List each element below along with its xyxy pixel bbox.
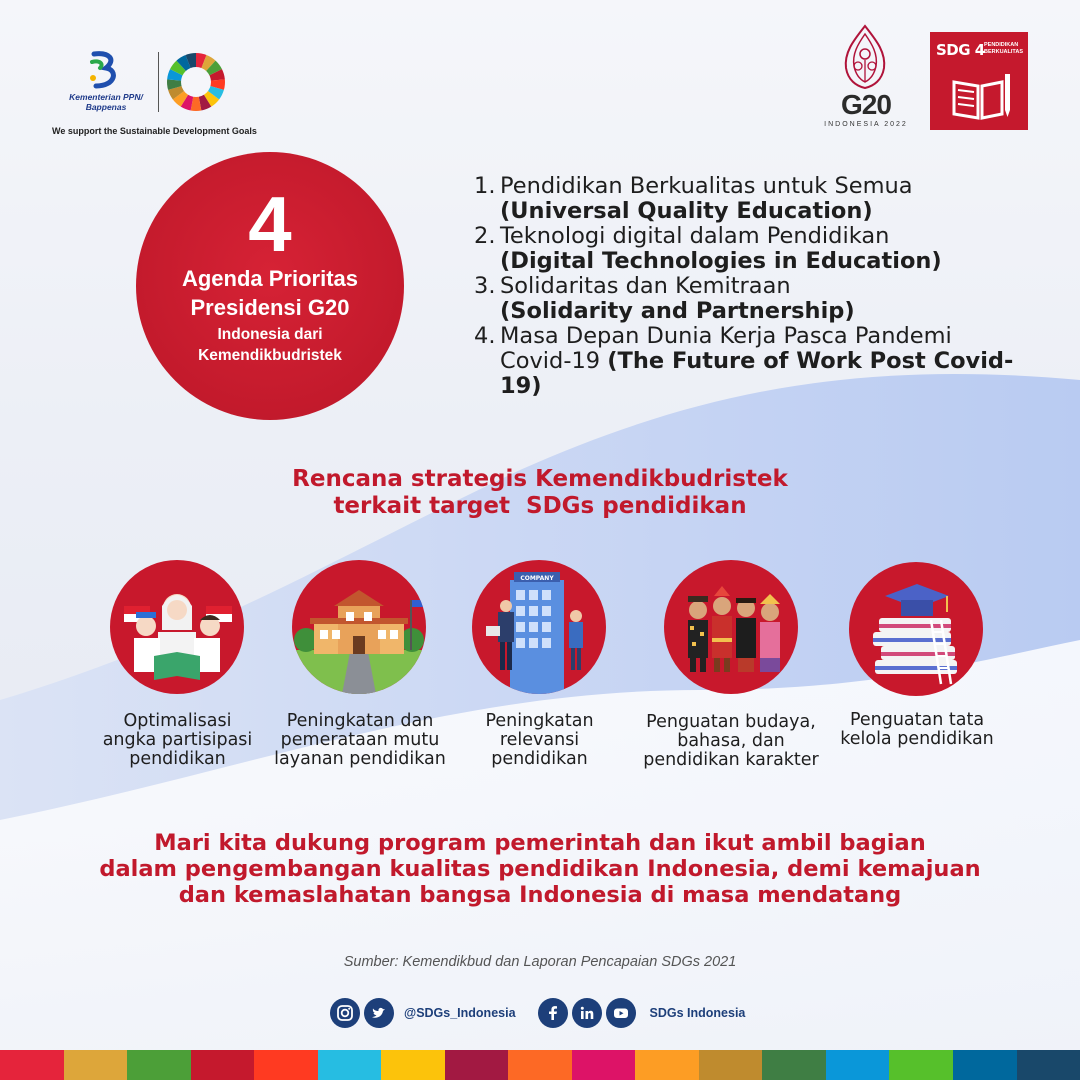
agenda-item — [474, 324, 1014, 399]
sdg-strip-segment — [254, 1050, 318, 1080]
g20-title: G20 — [841, 89, 891, 120]
strategy-title — [180, 466, 900, 520]
books-graduation-icon — [849, 562, 983, 696]
sdg-strip-segment — [318, 1050, 382, 1080]
agenda-item-text: Masa Depan Dunia Kerja Pasca Pandemi Covid-19 — [500, 323, 952, 374]
closing-line1: Mari kita dukung program pemerintah dan ikut ambil bagian — [154, 830, 926, 856]
sdg4-badge — [930, 32, 1028, 130]
sdg-strip-segment — [127, 1050, 191, 1080]
agenda-item-index: 3. — [474, 273, 496, 299]
agenda-item-index: 1. — [474, 173, 496, 199]
sdg-strip-segment — [826, 1050, 890, 1080]
sdg4-number: SDG 4 — [936, 41, 985, 59]
agenda-subtitle — [136, 324, 404, 366]
strategy-caption: Peningkatan relevansi pendidikan — [485, 711, 594, 769]
strategy-item-4 — [664, 560, 798, 694]
sdg-strip-segment — [699, 1050, 763, 1080]
social-handle[interactable]: @SDGs_Indonesia — [404, 1006, 516, 1020]
agenda-item-english: (Solidarity and Partnership) — [500, 298, 855, 324]
sdg-strip-segment — [508, 1050, 572, 1080]
ministry-name: Kementerian PPN/ Bappenas — [69, 92, 143, 112]
g20-subtitle: INDONESIA 2022 — [824, 121, 908, 128]
agenda-title-line1: Agenda Prioritas — [181, 266, 359, 291]
strategy-caption: Optimalisasi angka partisipasi pendidikan — [102, 711, 253, 769]
agenda-item-english: (The Future of Work Post Covid-19) — [500, 348, 1014, 399]
sdg-strip-segment — [191, 1050, 255, 1080]
strategy-item-3 — [472, 560, 606, 694]
agenda-item — [474, 174, 1014, 224]
strategy-title-line1: Rencana strategis Kemendikbudristek — [292, 466, 788, 492]
sdg-strip-segment — [572, 1050, 636, 1080]
company-sign: COMPANY — [520, 575, 554, 582]
school-building-icon — [292, 560, 426, 694]
g20-gunungan-icon — [838, 24, 892, 90]
bappenas-logo — [60, 48, 152, 114]
sdg4-label: PENDIDIKAN BERKUALITAS — [984, 42, 1024, 55]
sdg-strip-segment — [762, 1050, 826, 1080]
closing-line2: dalam pengembangan kualitas pendidikan Indonesia, demi kemajuan — [99, 856, 981, 882]
closing-line3: dan kemaslahatan bangsa Indonesia di masa mendatang — [178, 882, 902, 908]
agenda-title-line2: Presidensi G20 — [190, 295, 350, 320]
sdg-strip-segment — [1017, 1050, 1080, 1080]
agenda-item-index: 4. — [474, 323, 496, 349]
source-note: Sumber: Kemendikbud dan Laporan Pencapaian SDGs 2021 — [343, 954, 737, 970]
sdg-strip-segment — [953, 1050, 1017, 1080]
agenda-item-text: Solidaritas dan Kemitraan — [500, 273, 791, 299]
strategy-item-2 — [292, 560, 426, 694]
social-page-name[interactable]: SDGs Indonesia — [649, 1006, 746, 1020]
traditional-culture-icon — [664, 560, 798, 694]
strategy-caption: Penguatan budaya, bahasa, dan pendidikan karakter — [643, 712, 819, 770]
facebook-icon[interactable] — [538, 998, 568, 1028]
linkedin-icon[interactable] — [572, 998, 602, 1028]
agenda-item-text: Pendidikan Berkualitas untuk Semua — [500, 173, 913, 199]
youtube-icon[interactable] — [606, 998, 636, 1028]
sdg-strip-segment — [381, 1050, 445, 1080]
agenda-item-text: Teknologi digital dalam Pendidikan — [500, 223, 890, 249]
strategy-caption: Penguatan tata kelola pendidikan — [840, 710, 994, 749]
open-book-pencil-icon — [950, 70, 1012, 120]
sdg-strip-segment — [635, 1050, 699, 1080]
agenda-list — [474, 174, 1014, 399]
students-icon — [110, 560, 244, 694]
strategy-item-1 — [110, 560, 244, 694]
company-building-icon — [472, 560, 606, 694]
agenda-sub-line1: Indonesia dari — [217, 326, 323, 343]
strategy-title-line2: terkait target SDGs pendidikan — [333, 493, 747, 519]
sdg-strip-segment — [889, 1050, 953, 1080]
g20-logo — [820, 24, 912, 140]
agenda-circle — [136, 152, 404, 420]
agenda-item — [474, 274, 1014, 324]
bappenas-sdg-logo — [52, 48, 282, 144]
social-links — [330, 996, 745, 1030]
sdg-color-strip — [0, 1050, 1080, 1080]
sdg-wheel-icon — [166, 52, 226, 112]
sdg-tagline: We support the Sustainable Development Goals — [52, 126, 257, 136]
bappenas-mark-icon — [84, 50, 124, 90]
agenda-item-english: (Digital Technologies in Education) — [500, 248, 942, 274]
sdg-strip-segment — [0, 1050, 64, 1080]
closing-message — [40, 830, 1040, 908]
sdg-strip-segment — [64, 1050, 128, 1080]
agenda-item — [474, 224, 1014, 274]
strategy-caption: Peningkatan dan pemerataan mutu layanan pendidikan — [274, 711, 446, 769]
instagram-icon[interactable] — [330, 998, 360, 1028]
strategy-item-5 — [849, 562, 983, 696]
agenda-item-index: 2. — [474, 223, 496, 249]
agenda-item-english: (Universal Quality Education) — [500, 198, 873, 224]
agenda-title — [136, 264, 404, 322]
twitter-icon[interactable] — [364, 998, 394, 1028]
agenda-number: 4 — [248, 180, 292, 268]
agenda-sub-line2: Kemendikbudristek — [198, 347, 342, 364]
logo-divider — [158, 52, 159, 112]
sdg-strip-segment — [445, 1050, 509, 1080]
